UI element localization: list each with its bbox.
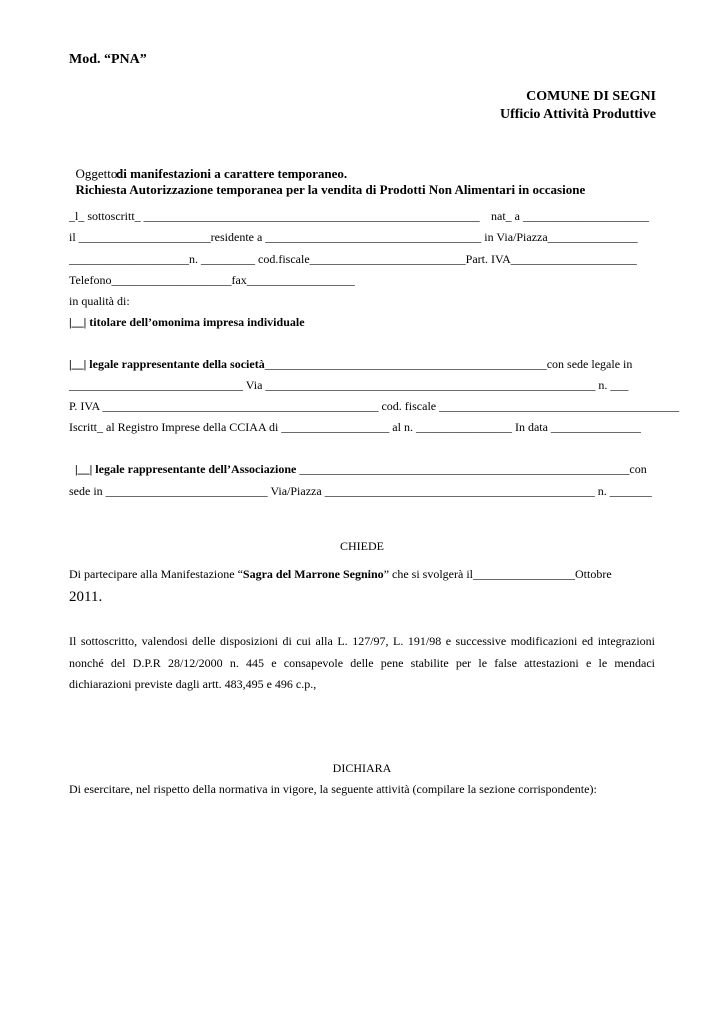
field-event-date[interactable]: ” che si svolgerà il_________________Ottobre [383,567,612,581]
declaration-text: Di esercitare, nel rispetto della normativa in vigore, la seguente attività (compilare la sezione corrispondente): [69,782,597,796]
request-year: 2011. [69,589,103,605]
subject-label: Oggetto: [75,166,121,181]
checkbox-individual[interactable]: |__| [69,315,87,329]
option-company-label: legale rappresentante della società [89,357,265,371]
model-code: Mod. “PNA” [69,52,147,67]
field-nato-a[interactable]: nat_ a _____________________ [491,209,649,223]
declaration-intro-line-3: dichiarazioni previste dagli artt. 483,495 e 496 c.p., [69,677,317,691]
field-company-address[interactable]: _____________________________ Via _______________________________________________________ n. ___ [69,378,629,392]
field-telefono-fax[interactable]: Telefono____________________fax__________________ [69,273,355,287]
declaration-heading: DICHIARA [332,761,392,775]
option-individual-label: titolare dell’omonima impresa individuale [89,315,305,329]
subject-line-2: di manifestazioni a carattere temporaneo. [116,166,348,181]
request-heading: CHIEDE [340,539,384,553]
checkbox-company[interactable]: |__| [69,357,87,371]
option-company[interactable] [69,357,632,372]
declaration-intro-line-1: Il sottoscritto, valendosi delle disposizioni di cui alla L. 127/97, L. 191/98 e successive modificazioni ed integrazioni [69,634,655,648]
declaration-intro-line-2: nonché del D.P.R 28/12/2000 n. 445 e consapevole delle pene stabilite per le false attestazioni e le mendaci [69,656,655,670]
field-nascita-residenza[interactable]: il ______________________residente a ____________________________________ in Via/Piazza_______________ [69,230,638,244]
request-text: Di partecipare alla Manifestazione “Sagra del Marrone Segnino” che si svolgerà il_________________Ottobre [69,567,612,581]
option-association-label: legale rappresentante dell’Associazione [95,462,297,476]
field-association-address[interactable]: sede in ___________________________ Via/Piazza _____________________________________________ n. _______ [69,484,652,498]
subject-line-1: Richiesta Autorizzazione temporanea per la vendita di Prodotti Non Alimentari in occasione [75,182,586,197]
field-societa-sede[interactable]: _______________________________________________con sede legale in [264,357,633,371]
municipality-name: COMUNE DI SEGNI [526,89,656,104]
field-company-registry[interactable]: Iscritt_ al Registro Imprese della CCIAA di __________________ al n. ________________ In data _______________ [69,420,641,434]
checkbox-association[interactable]: |__| [75,462,93,476]
option-association[interactable] [75,462,647,477]
field-sottoscritto[interactable]: _l_ sottoscritt_ ________________________________________________________ [69,209,480,223]
field-association-name[interactable]: _______________________________________________________con [299,462,647,476]
field-company-piva[interactable]: P. IVA ______________________________________________ cod. fiscale ________________________________________ [69,399,680,413]
field-civico-codfiscale-piva[interactable]: ____________________n. _________ cod.fiscale__________________________Part. IVA_____________________ [69,252,637,266]
event-name: Sagra del Marrone Segnino [242,567,384,581]
option-individual[interactable] [69,315,305,330]
in-qualita-label: in qualità di: [69,294,130,308]
office-name: Ufficio Attività Produttive [499,107,656,122]
